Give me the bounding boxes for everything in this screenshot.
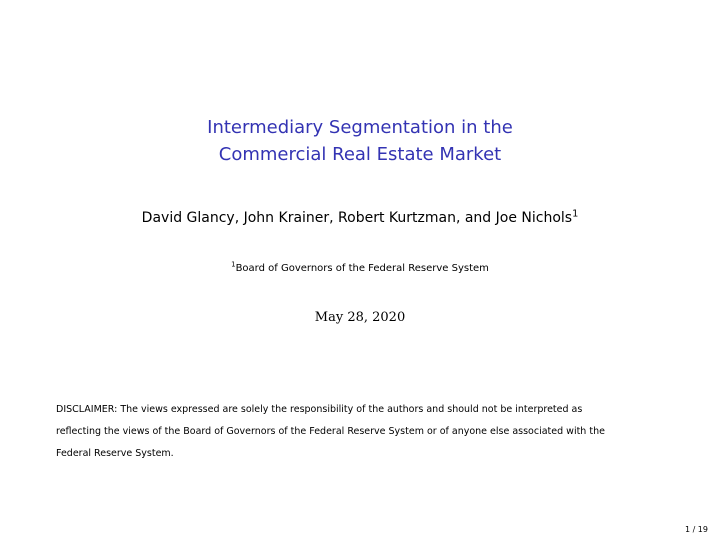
presentation-date: May 28, 2020 <box>314 310 406 325</box>
authors-text: David Glancy, John Krainer, Robert Kurtzman, and Joe Nichols <box>141 210 573 226</box>
affiliation <box>0 262 720 276</box>
title-line-2: Commercial Real Estate Market <box>218 144 502 165</box>
disclaimer <box>56 399 676 465</box>
page-number: 1 / 19 <box>684 525 708 534</box>
presentation-title <box>0 114 720 168</box>
affiliation-text: Board of Governors of the Federal Reserve System <box>235 263 489 274</box>
disclaimer-line-3: Federal Reserve System. <box>56 448 174 459</box>
title-line-1: Intermediary Segmentation in the <box>207 117 513 138</box>
authors-affiliation-marker: 1 <box>572 208 579 220</box>
affiliation-marker: 1 <box>231 260 236 269</box>
disclaimer-line-1: DISCLAIMER: The views expressed are solely the responsibility of the authors and should not be interpreted as <box>56 404 583 415</box>
disclaimer-line-2: reflecting the views of the Board of Governors of the Federal Reserve System or of anyone else associated with the <box>56 426 605 437</box>
author-list <box>0 208 720 228</box>
